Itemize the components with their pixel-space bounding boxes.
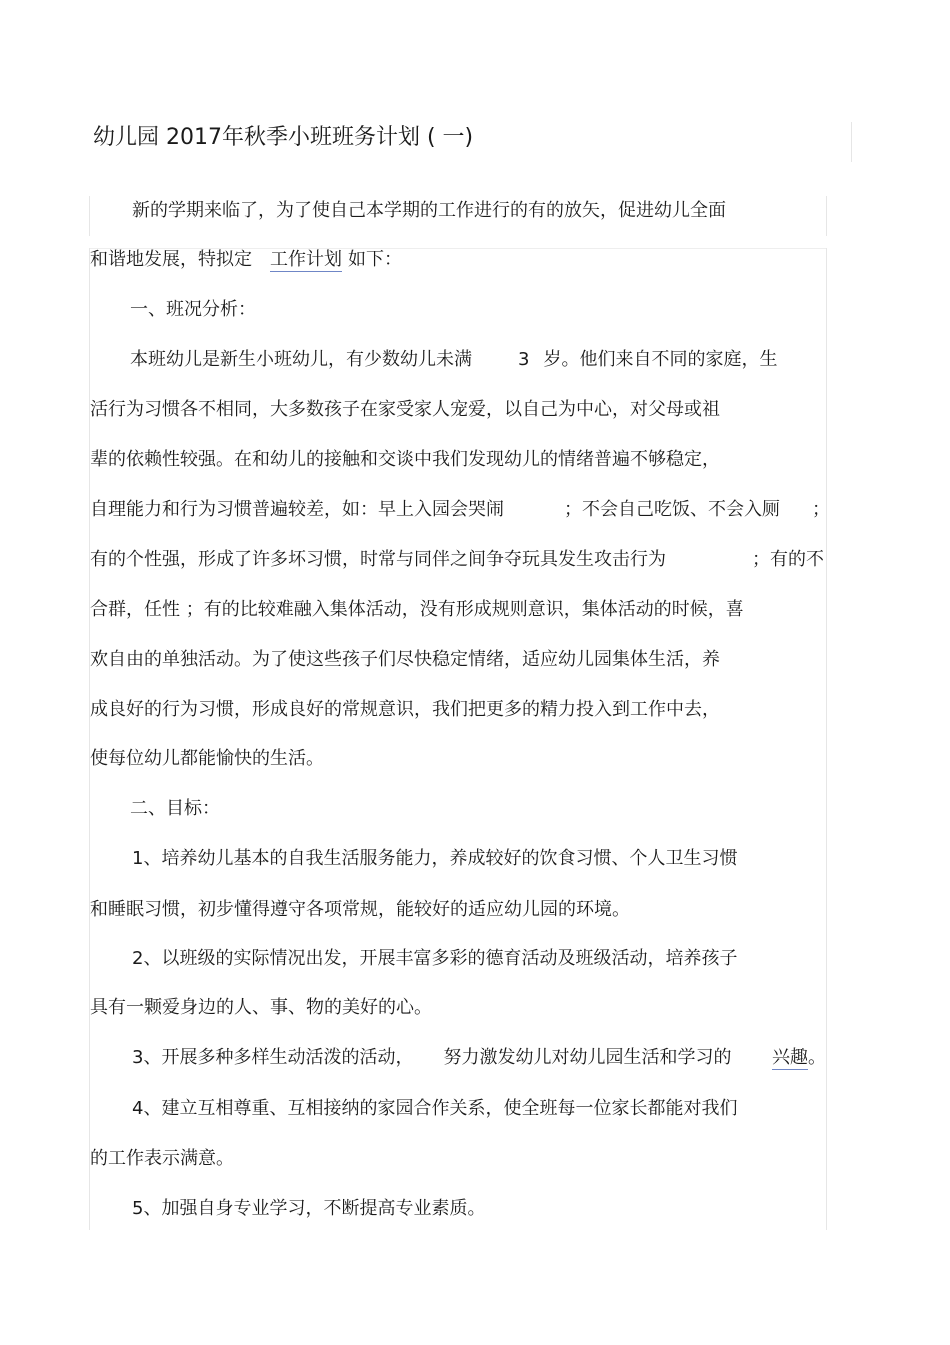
section-1-line-5a: 有的个性强，形成了许多坏习惯，时常与同伴之间争夺玩具发生攻击行为 [90, 549, 666, 570]
document-title: 幼儿园 2017年秋季小班班务计划 ( 一) [93, 125, 474, 150]
section-1-line-4 [90, 498, 830, 522]
section-1-line-1 [130, 348, 777, 372]
section-1-line-1a: 本班幼儿是新生小班幼儿，有少数幼儿未满 [130, 349, 472, 370]
goal-4-line-2: 的工作表示满意。 [90, 1148, 234, 1169]
goal-1-line-1: 1、培养幼儿基本的自我生活服务能力，养成较好的饮食习惯、个人卫生习惯 [132, 848, 738, 869]
intro-text-before: 和谐地发展，特拟定 [90, 249, 252, 270]
work-plan-link[interactable]: 工作计划 [270, 249, 342, 270]
intro-text-after: 如下： [348, 249, 402, 270]
section-1-line-9: 使每位幼儿都能愉快的生活。 [90, 748, 324, 769]
margin-line-left-top [89, 196, 90, 236]
age-number: 3 [518, 349, 530, 370]
goal-3-period: 。 [808, 1047, 826, 1068]
section-1-line-1c: 岁。他们来自不同的家庭，生 [543, 349, 778, 370]
goal-5-line: 5、加强自身专业学习，不断提高专业素质。 [132, 1198, 486, 1219]
intro-line-2 [90, 248, 402, 272]
intro-line-1: 新的学期来临了，为了使自己本学期的工作进行的有的放矢，促进幼儿全面 [132, 200, 726, 221]
goal-3-part-b: 努力激发幼儿对幼儿园生活和学习的 [443, 1047, 732, 1068]
section-1-line-5b: ；有的不 [752, 549, 824, 570]
section-1-line-4c: ； [812, 499, 830, 520]
goal-3-line [132, 1046, 826, 1070]
section-2-heading: 二、目标： [130, 798, 220, 819]
section-1-line-3: 辈的依赖性较强。在和幼儿的接触和交谈中我们发现幼儿的情绪普遍不够稳定， [90, 449, 720, 470]
goal-1-line-2: 和睡眠习惯，初步懂得遵守各项常规，能较好的适应幼儿园的环境。 [90, 899, 630, 920]
section-1-line-7: 欢自由的单独活动。为了使这些孩子们尽快稳定情绪，适应幼儿园集体生活，养 [90, 649, 720, 670]
section-1-line-6: 合群，任性 ；有的比较难融入集体活动，没有形成规则意识，集体活动的时候，喜 [90, 599, 744, 620]
margin-line-title [851, 122, 852, 162]
section-1-line-8: 成良好的行为习惯，形成良好的常规意识，我们把更多的精力投入到工作中去， [90, 699, 720, 720]
interest-link[interactable]: 兴趣 [772, 1047, 808, 1068]
margin-line-right-top [826, 196, 827, 236]
section-1-line-4a: 自理能力和行为习惯普遍较差，如：早上入园会哭闹 [90, 499, 504, 520]
goal-2-line-2: 具有一颗爱身边的人、事、物的美好的心。 [90, 997, 432, 1018]
goal-4-line-1: 4、建立互相尊重、互相接纳的家园合作关系，使全班每一位家长都能对我们 [132, 1098, 738, 1119]
margin-line-right [826, 248, 827, 1230]
section-1-line-5 [90, 548, 824, 572]
margin-line-left [89, 248, 90, 1230]
section-1-heading: 一、班况分析： [130, 299, 256, 320]
section-1-line-2: 活行为习惯各不相同，大多数孩子在家受家人宠爱，以自己为中心，对父母或祖 [90, 399, 720, 420]
goal-3-part-a: 3、开展多种多样生动活泼的活动， [132, 1047, 414, 1068]
section-1-line-4b: ；不会自己吃饭、不会入厕 [564, 499, 780, 520]
goal-2-line-1: 2、以班级的实际情况出发，开展丰富多彩的德育活动及班级活动，培养孩子 [132, 948, 738, 969]
